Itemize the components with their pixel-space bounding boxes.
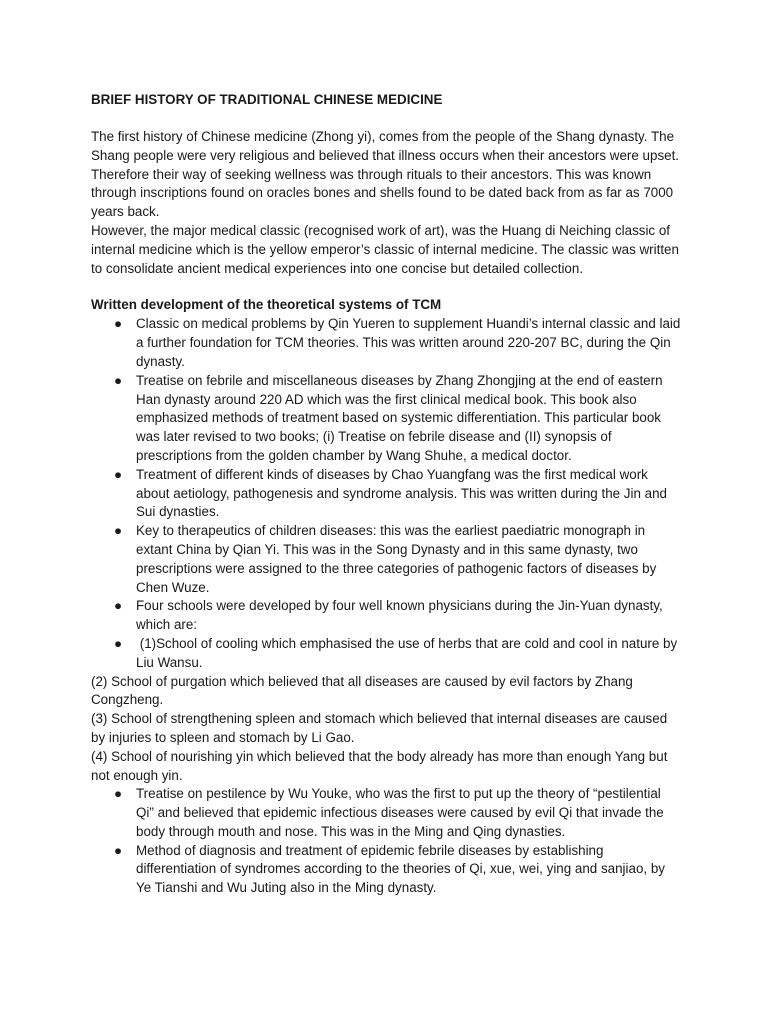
- list-item-text: Treatment of different kinds of diseases by Chao Yuangfang was the first medical work about aetiology, pathogenesis and syndrome analysis. This was written during the Jin and Sui dynasties.: [136, 466, 667, 520]
- school-line-3: (3) School of strengthening spleen and stomach which believed that internal diseases are caused by injuries to spleen and stomach by Li Gao.: [91, 711, 668, 745]
- bullet-icon: ●: [114, 316, 123, 332]
- bullet-list-2: [91, 785, 681, 898]
- bullet-list-1: [91, 315, 681, 672]
- list-item-text: Classic on medical problems by Qin Yueren to supplement Huandi’s internal classic and laid a further foundation for TCM theories. This was written around 220-207 BC, during the Qin dynasty.: [136, 316, 681, 369]
- school-line-4: (4) School of nourishing yin which believed that the body already has more than enough Yang but not enough yin.: [91, 748, 668, 783]
- list-item: [91, 597, 681, 635]
- list-item: [91, 522, 681, 597]
- list-item-text: (1)School of cooling which emphasised the use of herbs that are cold and cool in nature by Liu Wansu.: [136, 635, 681, 670]
- bullet-icon: ●: [114, 372, 123, 388]
- list-item: [91, 372, 681, 466]
- list-item-text: Four schools were developed by four well known physicians during the Jin-Yuan dynasty, which are:: [136, 598, 663, 633]
- list-item: [91, 842, 681, 898]
- list-item: [91, 315, 681, 371]
- bullet-icon: ●: [114, 842, 123, 858]
- document-title: BRIEF HISTORY OF TRADITIONAL CHINESE MEDICINE: [91, 92, 443, 107]
- intro-paragraph-1: The first history of Chinese medicine (Zhong yi), comes from the people of the Shang dynasty. The Shang people were very religious and believed that illness occurs when their ancestors were upset. Therefore their way of seeking wellness was through rituals to their ancestors. This was known through inscriptions found on oracles bones and shells found to be dated back from as far as 7000 years back.: [91, 129, 680, 220]
- list-item-text: Treatise on pestilence by Wu Youke, who was the first to put up the theory of “pestilential Qi” and believed that epidemic infectious diseases were caused by evil Qi that invade the body through mouth and nose. This was in the Ming and Qing dynasties.: [136, 786, 664, 839]
- school-line-2: (2) School of purgation which believed that all diseases are caused by evil factors by Zhang Congzheng.: [91, 673, 633, 708]
- bullet-icon: ●: [114, 598, 123, 614]
- bullet-icon: ●: [114, 466, 123, 482]
- document-page: [91, 91, 681, 898]
- list-item-text: Treatise on febrile and miscellaneous diseases by Zhang Zhongjing at the end of eastern Han dynasty around 220 AD which was the first clinical medical book. This book also emphasized methods of treatment based on systemic differentiation. This particular book was later revised to two books; (i) Treatise on febrile disease and (II) synopsis of prescriptions from the golden chamber by Wang Shuhe, a medical doctor.: [136, 372, 663, 463]
- list-item: [91, 635, 681, 673]
- list-item-text: Method of diagnosis and treatment of epidemic febrile diseases by establishing differentiation of syndromes according to the theories of Qi, xue, wei, ying and sanjiao, by Ye Tianshi and Wu Juting also in the Ming dynasty.: [136, 842, 665, 896]
- bullet-icon: ●: [114, 786, 123, 802]
- intro-paragraph-2: However, the major medical classic (recognised work of art), was the Huang di Neiching classic of internal medicine which is the yellow emperor’s classic of internal medicine. The classic was written to consolidate ancient medical experiences into one concise but detailed collection.: [91, 222, 679, 276]
- bullet-icon: ●: [114, 523, 123, 539]
- list-item: [91, 785, 681, 841]
- bullet-icon: ●: [114, 635, 123, 651]
- list-item-text: Key to therapeutics of children diseases: this was the earliest paediatric monograph in extant China by Qian Yi. This was in the Song Dynasty and in this same dynasty, two prescriptions were assigned to the three categories of pathogenic factors of diseases by Chen Wuze.: [136, 523, 657, 595]
- section-heading: Written development of the theoretical systems of TCM: [91, 297, 442, 313]
- list-item: [91, 466, 681, 522]
